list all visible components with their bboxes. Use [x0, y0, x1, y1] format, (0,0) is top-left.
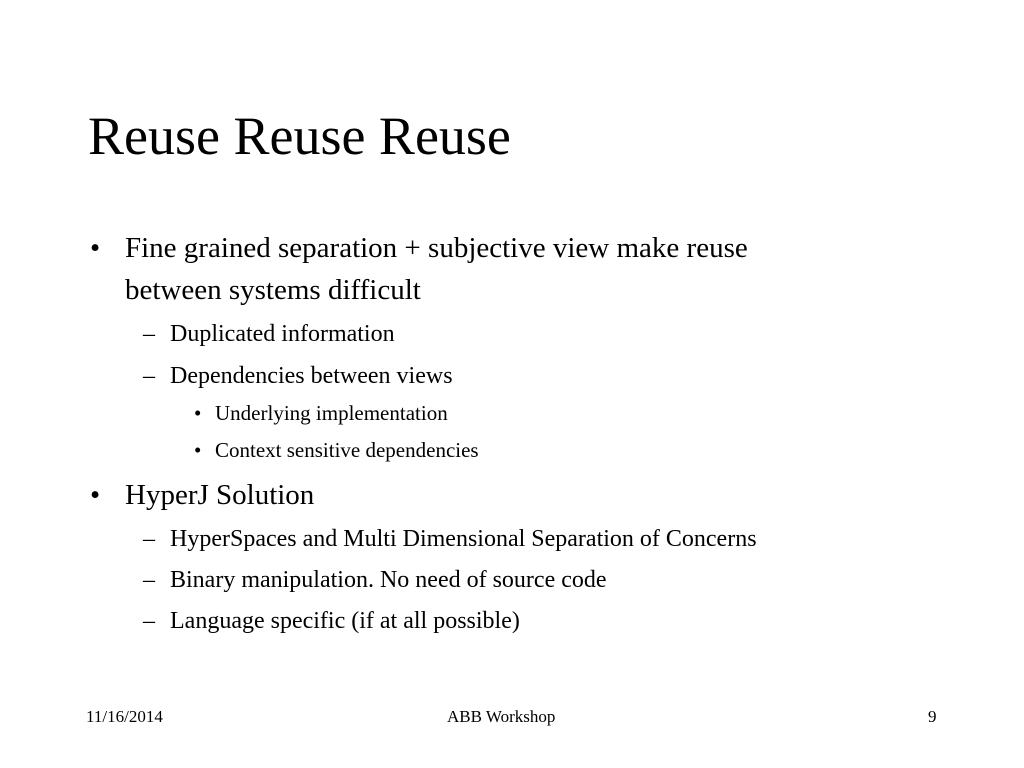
sub-sub-bullet-marker: •: [194, 438, 202, 462]
sub-sub-bullet-text: Underlying implementation: [215, 401, 448, 425]
sub-bullet-text: Binary manipulation. No need of source code: [170, 567, 607, 593]
sub-sub-bullet-text: Context sensitive dependencies: [215, 438, 479, 462]
sub-bullet-text: Language specific (if at all possible): [170, 608, 520, 634]
sub-sub-bullet-marker: •: [194, 401, 202, 425]
sub-bullet-marker: –: [143, 363, 155, 389]
sub-bullet-marker: –: [143, 608, 155, 634]
bullet-text: Fine grained separation + subjective view make reuse: [125, 232, 748, 264]
sub-bullet-text: HyperSpaces and Multi Dimensional Separation of Concerns: [170, 526, 757, 552]
sub-bullet-marker: –: [143, 321, 155, 347]
bullet-marker: •: [90, 479, 101, 511]
bullet-text-continued: between systems difficult: [125, 274, 421, 306]
sub-bullet-text: Dependencies between views: [170, 363, 453, 389]
sub-bullet-marker: –: [143, 567, 155, 593]
bullet-marker: •: [90, 232, 101, 264]
slide-title: Reuse Reuse Reuse: [88, 106, 511, 166]
footer-page-number: 9: [928, 707, 937, 726]
footer-center: ABB Workshop: [447, 707, 556, 726]
bullet-text: HyperJ Solution: [125, 479, 315, 511]
footer-date: 11/16/2014: [86, 707, 163, 726]
sub-bullet-marker: –: [143, 526, 155, 552]
sub-bullet-text: Duplicated information: [170, 321, 395, 347]
